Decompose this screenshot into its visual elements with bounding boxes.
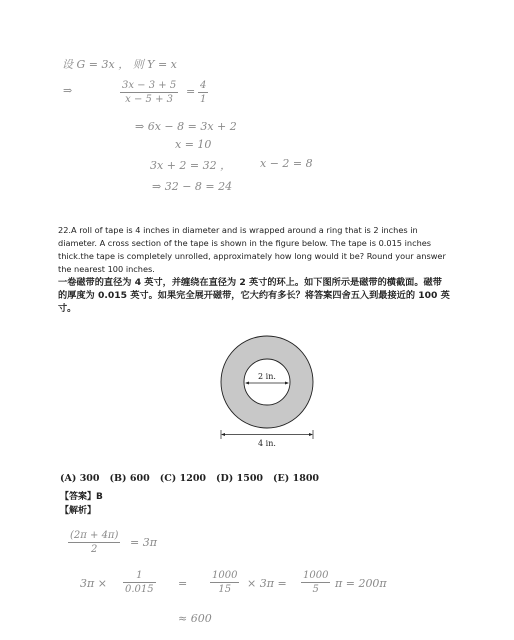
choice-value: 600 [129,473,150,484]
fraction-bar [123,582,156,583]
handwriting-line-5a: 3x + 2 = 32 ， [150,159,232,172]
answer-label: 【答案】B [60,492,103,502]
solution-mid: × 3π = [247,577,287,590]
choice-letter: (D) [216,473,234,484]
choice-letter: (B) [109,473,127,484]
fraction-denominator: 15 [218,584,232,595]
solution-term-a: 3π × [80,577,107,590]
equals-sign: = [186,85,196,98]
outer-arrow-left [221,433,225,436]
choice-letter: (E) [273,473,290,484]
fraction-bar [301,582,330,583]
fraction-numerator: 1000 [303,570,329,581]
inner-circle [244,359,290,405]
handwriting-line-1: 设 G = 3x ， 则 Y = x [62,58,177,71]
fraction-numerator: (2π + 4π) [70,530,119,541]
solution-approx: ≈ 600 [178,612,212,625]
choice-value: 1200 [179,473,207,484]
problem-statement [58,224,450,315]
choice-c [160,473,206,484]
fraction-bar [68,542,120,543]
problem-chinese: 一卷磁带的直径为 4 英寸，并缠绕在直径为 2 英寸的环上。如下图所示是磁带的横截面。磁带的厚度为 0.015 英寸。如果完全展开磁带，它大约有多长？将答案四舍五入到最接近的 100 英寸。 [58,277,450,314]
solution-end: π = 200π [335,577,387,590]
tape-cross-section-figure [210,335,325,450]
choice-value: 300 [79,473,100,484]
handwriting-fraction-1 [120,80,178,105]
solution-eq-1: = 3π [130,536,157,549]
answer-choices [60,473,319,484]
outer-arrow-right [309,433,313,436]
fraction-numerator: 4 [200,80,207,91]
fraction-numerator: 1 [136,570,143,581]
analysis-label: 【解析】 [60,506,97,516]
solution-fraction-3 [210,570,239,595]
choice-value: 1800 [292,473,320,484]
choice-letter: (A) [60,473,77,484]
choice-e [273,473,319,484]
outer-diameter-label: 4 in. [258,439,276,448]
fraction-denominator: x − 5 + 3 [125,94,174,105]
problem-english: 22.A roll of tape is 4 inches in diameter and is wrapped around a ring that is 2 inches in diameter. A cross section of the tape is shown in the figure below. The tape is 0.015 inches thick.the tape is completely unrolled, approximately how long would it be? Round your answer the nearest 100 inches. [58,225,446,274]
solution-fraction-4 [301,570,330,595]
fraction-bar [120,92,178,93]
implies-arrow: ⇒ [63,84,73,97]
handwriting-line-3: ⇒ 6x − 8 = 3x + 2 [135,120,237,133]
handwriting-fraction-2 [198,80,208,105]
solution-fraction-1 [68,530,120,555]
fraction-bar [210,582,239,583]
choice-d [216,473,263,484]
solution-fraction-2 [123,570,156,595]
fraction-denominator: 5 [312,584,319,595]
handwriting-line-6: ⇒ 32 − 8 = 24 [152,180,233,193]
handwriting-line-4: x = 10 [175,138,212,151]
handwriting-line-5b: x − 2 = 8 [260,157,313,170]
fraction-numerator: 3x − 3 + 5 [122,80,177,91]
solution-eq-2: = [178,577,188,590]
choice-letter: (C) [159,473,177,484]
fraction-numerator: 1000 [212,570,238,581]
choice-value: 1500 [236,473,264,484]
choice-a [60,473,100,484]
fraction-denominator: 1 [200,94,207,105]
fraction-bar [198,92,208,93]
inner-diameter-label: 2 in. [258,372,276,381]
choice-b [110,473,150,484]
fraction-denominator: 2 [91,544,98,555]
fraction-denominator: 0.015 [125,584,154,595]
